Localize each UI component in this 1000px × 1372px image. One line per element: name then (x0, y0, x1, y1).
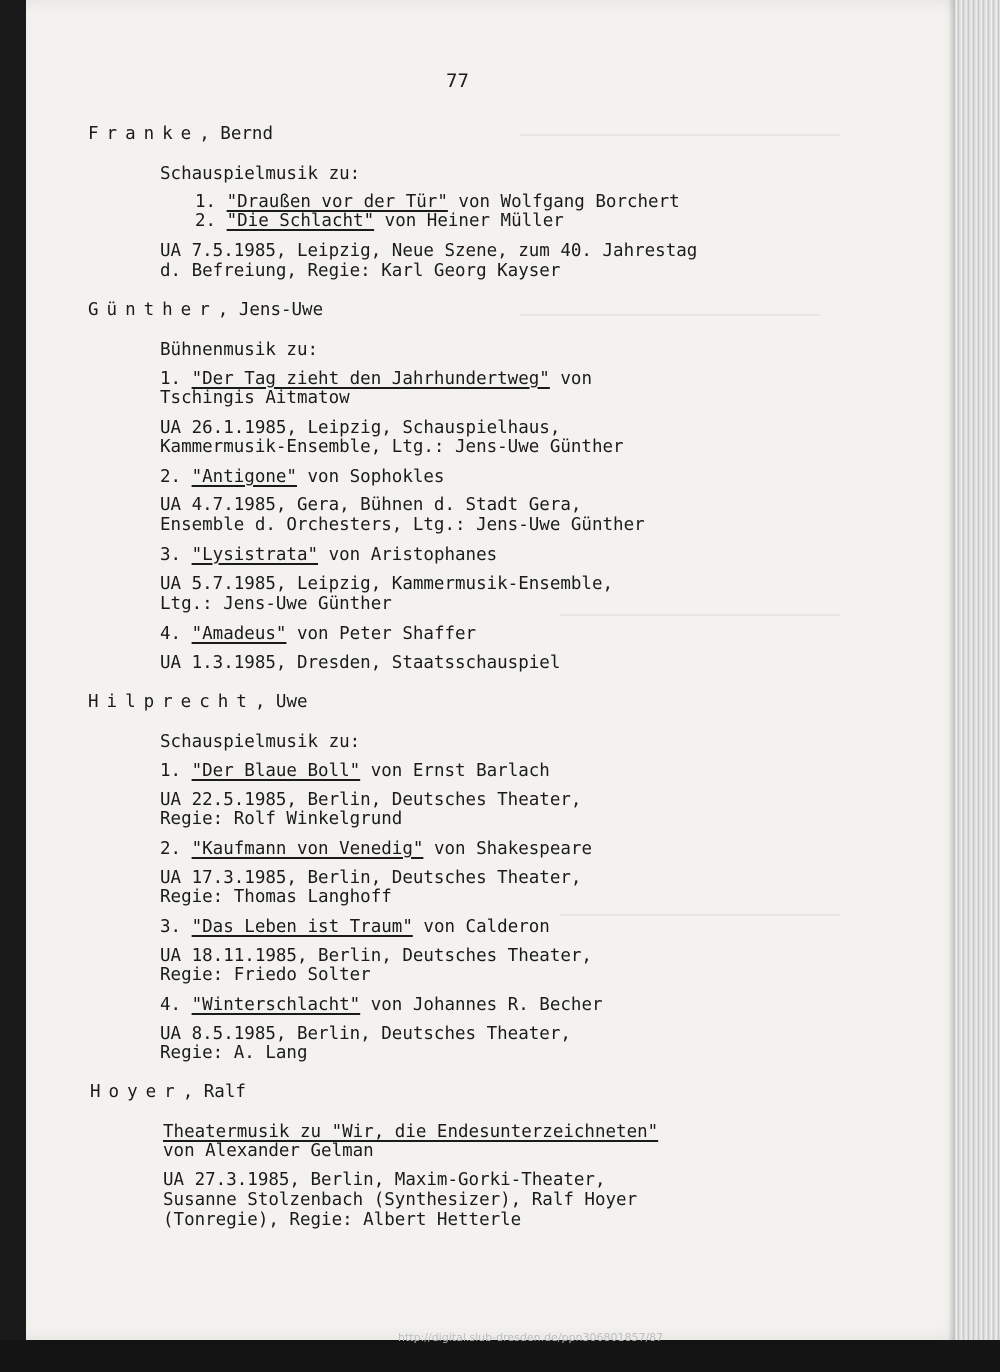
work-line (163, 1122, 658, 1142)
work-title: "Draußen vor der Tür" (226, 192, 448, 212)
work-title: Theatermusik zu "Wir, die Endesunterzeichneten" (163, 1122, 659, 1142)
entry-line: Kammermusik-Ensemble, Ltg.: Jens-Uwe Günther (160, 437, 624, 457)
entry-given-name: Ralf (203, 1082, 246, 1102)
work-line: 2. "Antigone" von Sophokles (160, 467, 445, 487)
entry-line: UA 7.5.1985, Leipzig, Neue Szene, zum 40. Jahrestag (160, 241, 698, 261)
entry-heading: Hoyer, Ralf (90, 1082, 246, 1102)
entry-line: UA 17.3.1985, Berlin, Deutsches Theater, (160, 868, 582, 888)
work-title: "Der Blaue Boll" (191, 761, 361, 781)
entry-surname: Günther (88, 300, 218, 320)
work-title: "Lysistrata" (191, 545, 319, 565)
entry-line: UA 18.11.1985, Berlin, Deutsches Theater, (160, 946, 592, 966)
entry-line: d. Befreiung, Regie: Karl Georg Kayser (160, 261, 561, 281)
work-title: "Das Leben ist Traum" (191, 917, 413, 937)
entry-surname: Hoyer (90, 1082, 183, 1102)
work-title: "Der Tag zieht den Jahrhundertweg" (191, 369, 550, 389)
entry-line: Ltg.: Jens-Uwe Günther (160, 594, 392, 614)
work-line: 1. "Der Tag zieht den Jahrhundertweg" von (160, 369, 592, 389)
work-title: "Kaufmann von Venedig" (191, 839, 424, 859)
scan-bottom-border (0, 1340, 1000, 1372)
entry-line: Ensemble d. Orchesters, Ltg.: Jens-Uwe Günther (160, 515, 645, 535)
entry-given-name: Uwe (275, 692, 308, 712)
entry-line: UA 26.1.1985, Leipzig, Schauspielhaus, (160, 418, 561, 438)
entry-heading: Franke, Bernd (88, 124, 273, 144)
entry-given-name: Bernd (220, 124, 273, 144)
work-line: 1. "Der Blaue Boll" von Ernst Barlach (160, 761, 550, 781)
entry-line: Bühnenmusik zu: (160, 340, 319, 360)
work-line: 1. "Draußen vor der Tür" von Wolfgang Borchert (195, 192, 680, 212)
work-line: 4. "Winterschlacht" von Johannes R. Becher (160, 995, 603, 1015)
work-title: "Amadeus" (191, 624, 287, 644)
entry-surname: Franke (88, 124, 200, 144)
entry-line: Susanne Stolzenbach (Synthesizer), Ralf Hoyer (163, 1190, 638, 1210)
work-title: "Winterschlacht" (191, 995, 361, 1015)
source-url-watermark[interactable]: http://digital.slub-dresden.de/ppn306801857/87 (398, 1331, 664, 1344)
entry-line: UA 27.3.1985, Berlin, Maxim-Gorki-Theater, (163, 1170, 606, 1190)
work-title: "Die Schlacht" (226, 211, 375, 231)
entry-line: Schauspielmusik zu: (160, 732, 361, 752)
page-number: 77 (446, 70, 469, 92)
entry-surname: Hilprecht (88, 692, 255, 712)
entry-line: UA 5.7.1985, Leipzig, Kammermusik-Ensemble, (160, 574, 614, 594)
entry-line: Regie: Rolf Winkelgrund (160, 809, 403, 829)
entry-line: Schauspielmusik zu: (160, 164, 361, 184)
entry-line: Tschingis Aitmatow (160, 388, 350, 408)
work-line: 4. "Amadeus" von Peter Shaffer (160, 624, 477, 644)
entry-line: UA 8.5.1985, Berlin, Deutsches Theater, (160, 1024, 571, 1044)
entry-line: Regie: Thomas Langhoff (160, 887, 392, 907)
entry-line: UA 1.3.1985, Dresden, Staatsschauspiel (160, 653, 561, 673)
entry-heading: Hilprecht, Uwe (88, 692, 308, 712)
entry-given-name: Jens-Uwe (238, 300, 324, 320)
work-line: 3. "Das Leben ist Traum" von Calderon (160, 917, 550, 937)
entry-line: (Tonregie), Regie: Albert Hetterle (163, 1210, 522, 1230)
entry-heading: Günther, Jens-Uwe (88, 300, 324, 320)
work-line: 3. "Lysistrata" von Aristophanes (160, 545, 498, 565)
book-page-edges (955, 0, 1000, 1372)
work-title: "Antigone" (191, 467, 297, 487)
entry-line: UA 22.5.1985, Berlin, Deutsches Theater, (160, 790, 582, 810)
work-line: 2. "Die Schlacht" von Heiner Müller (195, 211, 564, 231)
work-line: 2. "Kaufmann von Venedig" von Shakespeare (160, 839, 592, 859)
entry-line: UA 4.7.1985, Gera, Bühnen d. Stadt Gera, (160, 495, 582, 515)
entry-line: Regie: A. Lang (160, 1043, 308, 1063)
entry-line: Regie: Friedo Solter (160, 965, 371, 985)
entry-line: von Alexander Gelman (163, 1141, 374, 1161)
